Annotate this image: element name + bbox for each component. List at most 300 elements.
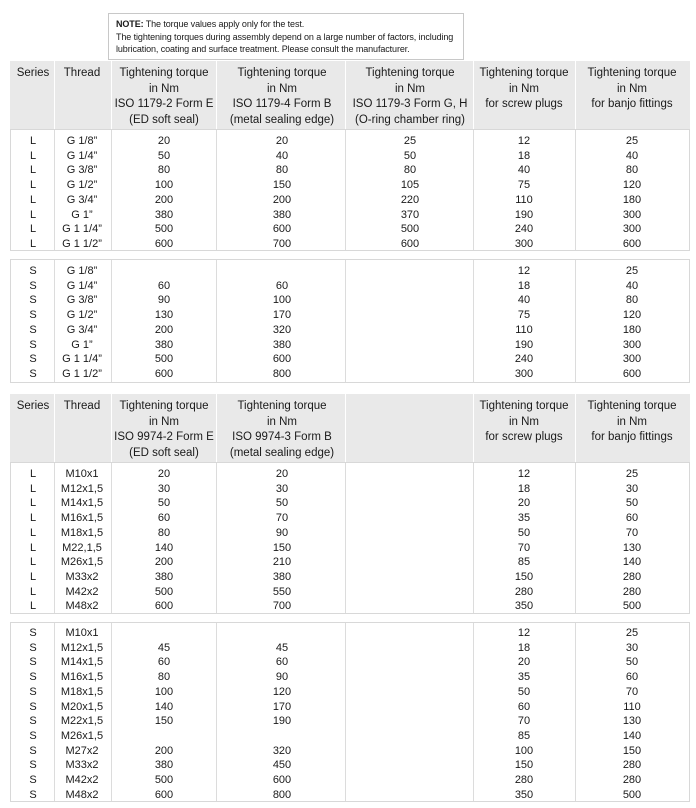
header-line: Tightening torque [587,67,677,79]
table-row [11,555,691,570]
table-cell: 130 [622,715,642,728]
table-row [11,729,691,744]
table-cell: 300 [622,353,642,366]
table-cell: L [29,526,37,539]
section1-groupS-table [10,259,690,383]
table-cell: 12 [517,265,531,277]
header-col5 [580,61,684,129]
table-cell: 180 [622,193,642,206]
header-line: ISO 1179-3 Form G, H [352,98,468,110]
table-row [11,163,691,178]
table-row [11,496,691,511]
table-cell: 80 [157,164,171,177]
table-cell: 60 [275,279,289,292]
table-cell: 280 [622,759,642,772]
table-cell: 280 [514,774,534,786]
table-cell: 200 [272,193,292,206]
table-row [11,338,691,353]
table-cell: 280 [622,570,642,583]
table-cell: 600 [154,788,174,801]
table-cell: L [29,497,37,510]
table-cell: 190 [272,715,292,728]
table-cell: 500 [154,353,174,366]
table-cell: 25 [625,627,639,639]
table-row [11,323,691,338]
table-cell: 300 [514,367,534,380]
table-cell: 18 [517,482,531,495]
header-divider [345,394,346,462]
table-row [11,237,691,252]
table-row [11,599,691,614]
table-row [11,773,691,788]
table-cell: 80 [625,164,639,177]
table-cell: 140 [154,700,174,713]
header-line: Tightening torque [479,67,569,79]
table-cell: 240 [514,353,534,366]
header-col1 [109,61,219,129]
table-cell: 85 [517,556,531,569]
table-cell: 35 [517,671,531,684]
table-cell: 80 [157,671,171,684]
table-cell: L [29,164,37,177]
table-cell: 600 [400,237,420,250]
header-line: (O-ring chamber ring) [355,113,465,126]
table-cell: 130 [622,541,642,554]
table-cell: 170 [272,309,292,322]
table-row [11,570,691,585]
table-cell: S [29,294,37,307]
table-cell: M22,1,5 [62,541,102,554]
table-cell: 450 [272,759,292,772]
section2-header [10,394,690,462]
table-cell: M12x1,5 [60,641,104,654]
table-cell: 40 [625,279,639,292]
table-cell: 12 [517,627,531,639]
table-cell: 300 [514,237,534,250]
table-row [11,308,691,323]
header-line: in Nm [616,415,648,428]
header-line: ISO 9974-2 Form E [114,431,214,443]
table-cell: 75 [517,309,531,322]
header-line: (ED soft seal) [129,113,199,126]
table-cell: 50 [517,526,531,539]
table-cell: 380 [272,338,292,351]
table-cell: 140 [154,541,174,554]
table-row [11,714,691,729]
header-line: Tightening torque [365,67,455,79]
header-line: Tightening torque [587,400,677,412]
table-cell: 50 [517,685,531,698]
header-series [13,61,53,129]
table-cell: 60 [157,279,171,292]
table-cell: 500 [154,585,174,598]
table-cell: 50 [625,656,639,669]
table-cell: 170 [272,700,292,713]
table-cell: L [29,237,37,250]
header-line: Tightening torque [119,400,209,412]
table-cell: S [29,338,37,351]
header-col1 [109,394,219,462]
table-cell: 20 [275,135,289,147]
header-thread [52,61,112,129]
table-cell: G 1/2” [66,179,98,192]
note-line-3: lubrication, coating and surface treatment. Please consult the manufacturer. [116,44,410,54]
header-label: Series [16,400,50,412]
table-row [11,655,691,670]
table-cell: 30 [625,482,639,495]
table-cell: 120 [272,685,292,698]
table-cell: 50 [157,497,171,510]
table-cell: S [29,265,37,277]
table-cell: 30 [157,482,171,495]
table-cell: 150 [272,541,292,554]
table-cell: 45 [275,641,289,654]
table-cell: 90 [275,671,289,684]
table-cell: 120 [622,309,642,322]
table-cell: 100 [272,294,292,307]
table-cell: G 1 1/4” [62,223,102,236]
table-cell: S [29,774,37,786]
table-row [11,788,691,803]
table-cell: S [29,671,37,684]
header-line: Tightening torque [237,67,327,79]
table-cell: 210 [272,556,292,569]
table-cell: 35 [517,512,531,525]
table-cell: G 1/4” [66,149,98,162]
table-row [11,511,691,526]
header-line: for screw plugs [485,98,563,110]
table-cell: S [29,715,37,728]
table-cell: M10x1 [65,627,99,639]
table-cell: 500 [154,774,174,786]
table-cell: 150 [154,715,174,728]
header-line: in Nm [148,415,180,428]
table-cell: 280 [622,774,642,786]
table-row [11,149,691,164]
header-col2 [223,394,341,462]
table-cell: 320 [272,744,292,757]
table-cell: S [29,759,37,772]
table-cell: 50 [625,497,639,510]
table-cell: 20 [517,497,531,510]
header-col4 [472,394,576,462]
table-cell: M18x1,5 [60,685,104,698]
table-cell: 140 [622,729,642,742]
table-cell: 60 [157,656,171,669]
table-cell: 180 [622,323,642,336]
table-cell: 60 [625,671,639,684]
table-cell: M42x2 [65,585,99,598]
table-cell: 320 [272,323,292,336]
table-cell: L [29,541,37,554]
table-cell: 18 [517,149,531,162]
table-cell: 20 [157,468,171,480]
table-cell: 600 [622,367,642,380]
table-cell: 30 [625,641,639,654]
table-cell: 190 [514,208,534,221]
table-row [11,193,691,208]
header-line: in Nm [266,415,298,428]
table-cell: L [29,468,37,480]
table-cell: M16x1,5 [60,671,104,684]
table-cell: S [29,641,37,654]
table-cell: G 1/8” [66,135,98,147]
table-cell: 600 [154,367,174,380]
table-cell: G 3/4” [66,323,98,336]
table-cell: S [29,656,37,669]
table-cell: 240 [514,223,534,236]
table-row [11,352,691,367]
header-line: in Nm [508,82,540,95]
header-line: in Nm [394,82,426,95]
table-row [11,208,691,223]
table-cell: S [29,279,37,292]
table-cell: 40 [625,149,639,162]
table-cell: 20 [517,656,531,669]
table-cell: 220 [400,193,420,206]
table-cell: G 1 1/2” [62,237,102,250]
table-cell: 80 [157,526,171,539]
table-cell: 90 [275,526,289,539]
table-cell: G 1/2” [66,309,98,322]
table-cell: M48x2 [65,600,99,613]
table-cell: M48x2 [65,788,99,801]
table-cell: 200 [154,323,174,336]
table-cell: 500 [400,223,420,236]
table-row [11,279,691,294]
table-cell: 30 [275,482,289,495]
table-cell: S [29,627,37,639]
header-label: Thread [63,400,101,412]
table-cell: 40 [517,294,531,307]
torque-note [108,13,464,60]
note-line-2: The tightening torques during assembly depend on a large number of factors, including [116,31,454,42]
table-cell: L [29,585,37,598]
table-cell: 40 [275,149,289,162]
table-cell: 85 [517,729,531,742]
table-cell: S [29,788,37,801]
table-cell: 70 [517,715,531,728]
table-cell: L [29,208,37,221]
table-cell: 600 [154,600,174,613]
table-cell: 300 [622,338,642,351]
table-cell: 70 [517,541,531,554]
table-row [11,264,691,279]
table-cell: L [29,149,37,162]
header-series [13,394,53,462]
table-cell: 45 [157,641,171,654]
table-cell: 350 [514,788,534,801]
table-cell: 380 [272,570,292,583]
table-cell: L [29,512,37,525]
table-cell: 105 [400,179,420,192]
table-cell: 110 [623,700,641,713]
table-row [11,134,691,149]
table-cell: 800 [272,367,292,380]
header-line: for banjo fittings [591,98,673,110]
table-cell: 25 [403,135,417,147]
header-line: ISO 1179-4 Form B [232,98,332,110]
header-line: (ED soft seal) [129,446,199,459]
table-cell: 200 [154,556,174,569]
table-cell: 800 [272,788,292,801]
table-cell: 500 [622,788,642,801]
header-line: for screw plugs [485,431,563,443]
table-cell: 100 [514,744,534,757]
table-cell: 500 [154,223,174,236]
table-cell: 700 [272,600,292,613]
table-cell: S [29,309,37,322]
table-cell: 60 [157,512,171,525]
section1-groupL-table [10,129,690,251]
table-cell: 500 [622,600,642,613]
table-row [11,526,691,541]
table-cell: M26x1,5 [60,556,104,569]
table-cell: 380 [154,570,174,583]
table-cell: 150 [514,759,534,772]
table-cell: 550 [272,585,292,598]
section2-groupL-table [10,462,690,614]
note-line-1: The torque values apply only for the test. [145,19,305,29]
table-cell: M33x2 [65,570,99,583]
table-cell: M22x1,5 [60,715,104,728]
header-line: Tightening torque [479,400,569,412]
table-cell: 600 [272,774,292,786]
table-cell: L [29,482,37,495]
table-cell: 40 [517,164,531,177]
header-col5 [580,394,684,462]
table-cell: G 3/8” [66,164,98,177]
table-cell: 370 [400,208,420,221]
table-cell: G 1 1/2” [62,367,102,380]
table-cell: M14x1,5 [60,497,104,510]
table-cell: 150 [272,179,292,192]
table-row [11,178,691,193]
table-cell: 60 [275,656,289,669]
table-row [11,685,691,700]
note-title: NOTE: [116,19,144,29]
table-cell: 600 [272,223,292,236]
table-cell: 12 [517,468,531,480]
table-row [11,367,691,382]
table-row [11,467,691,482]
table-cell: S [29,685,37,698]
table-cell: 380 [272,208,292,221]
table-cell: L [29,570,37,583]
table-row [11,758,691,773]
table-cell: L [29,193,37,206]
table-cell: L [29,600,37,613]
table-cell: 60 [517,700,531,713]
table-cell: 190 [514,338,534,351]
header-divider [345,61,346,129]
header-line: for banjo fittings [591,431,673,443]
table-cell: 200 [154,744,174,757]
header-line: ISO 9974-3 Form B [232,431,332,443]
table-cell: M12x1,5 [60,482,104,495]
header-line: Tightening torque [119,67,209,79]
table-cell: 70 [275,512,289,525]
table-cell: G 1/8” [66,265,98,277]
header-label: Thread [63,67,101,79]
header-line: (metal sealing edge) [229,446,335,459]
table-cell: 80 [403,164,417,177]
table-cell: 120 [622,179,642,192]
table-cell: 140 [622,556,642,569]
table-cell: G 1” [71,338,93,351]
header-col3 [347,394,473,462]
table-row [11,670,691,685]
table-cell: 12 [517,135,531,147]
table-cell: 70 [625,685,639,698]
header-line: in Nm [616,82,648,95]
table-cell: M20x1,5 [60,700,104,713]
header-thread [52,394,112,462]
table-cell: M14x1,5 [60,656,104,669]
table-cell: 150 [622,744,642,757]
table-cell: 60 [625,512,639,525]
table-cell: M26x1,5 [60,729,104,742]
table-cell: M42x2 [65,774,99,786]
table-row [11,222,691,237]
table-cell: 700 [272,237,292,250]
table-cell: 300 [622,208,642,221]
table-cell: S [29,367,37,380]
table-cell: 200 [154,193,174,206]
table-cell: 110 [515,193,533,206]
header-line: in Nm [266,82,298,95]
table-cell: G 3/4” [66,193,98,206]
table-cell: 75 [517,179,531,192]
table-cell: L [29,556,37,569]
table-cell: G 1 1/4” [62,353,102,366]
header-line: in Nm [148,82,180,95]
table-cell: S [29,700,37,713]
table-cell: M16x1,5 [60,512,104,525]
table-cell: L [29,223,37,236]
section2-groupS-table [10,622,690,802]
table-cell: 70 [625,526,639,539]
table-cell: 600 [154,237,174,250]
table-row [11,700,691,715]
table-cell: 600 [622,237,642,250]
table-cell: 380 [154,208,174,221]
table-cell: S [29,729,37,742]
table-cell: 130 [154,309,174,322]
table-cell: 280 [622,585,642,598]
table-row [11,293,691,308]
table-cell: 80 [625,294,639,307]
table-row [11,585,691,600]
table-cell: 100 [154,685,174,698]
table-cell: 25 [625,468,639,480]
table-row [11,626,691,641]
header-line: in Nm [508,415,540,428]
header-col4 [472,61,576,129]
table-cell: 50 [157,149,171,162]
header-col2 [223,61,341,129]
table-cell: 600 [272,353,292,366]
header-label: Series [16,67,50,79]
table-cell: 280 [514,585,534,598]
table-cell: S [29,353,37,366]
header-line: Tightening torque [237,400,327,412]
table-cell: G 1” [71,208,93,221]
table-cell: 20 [275,468,289,480]
table-cell: L [29,135,37,147]
table-cell: 25 [625,135,639,147]
table-cell: 380 [154,338,174,351]
